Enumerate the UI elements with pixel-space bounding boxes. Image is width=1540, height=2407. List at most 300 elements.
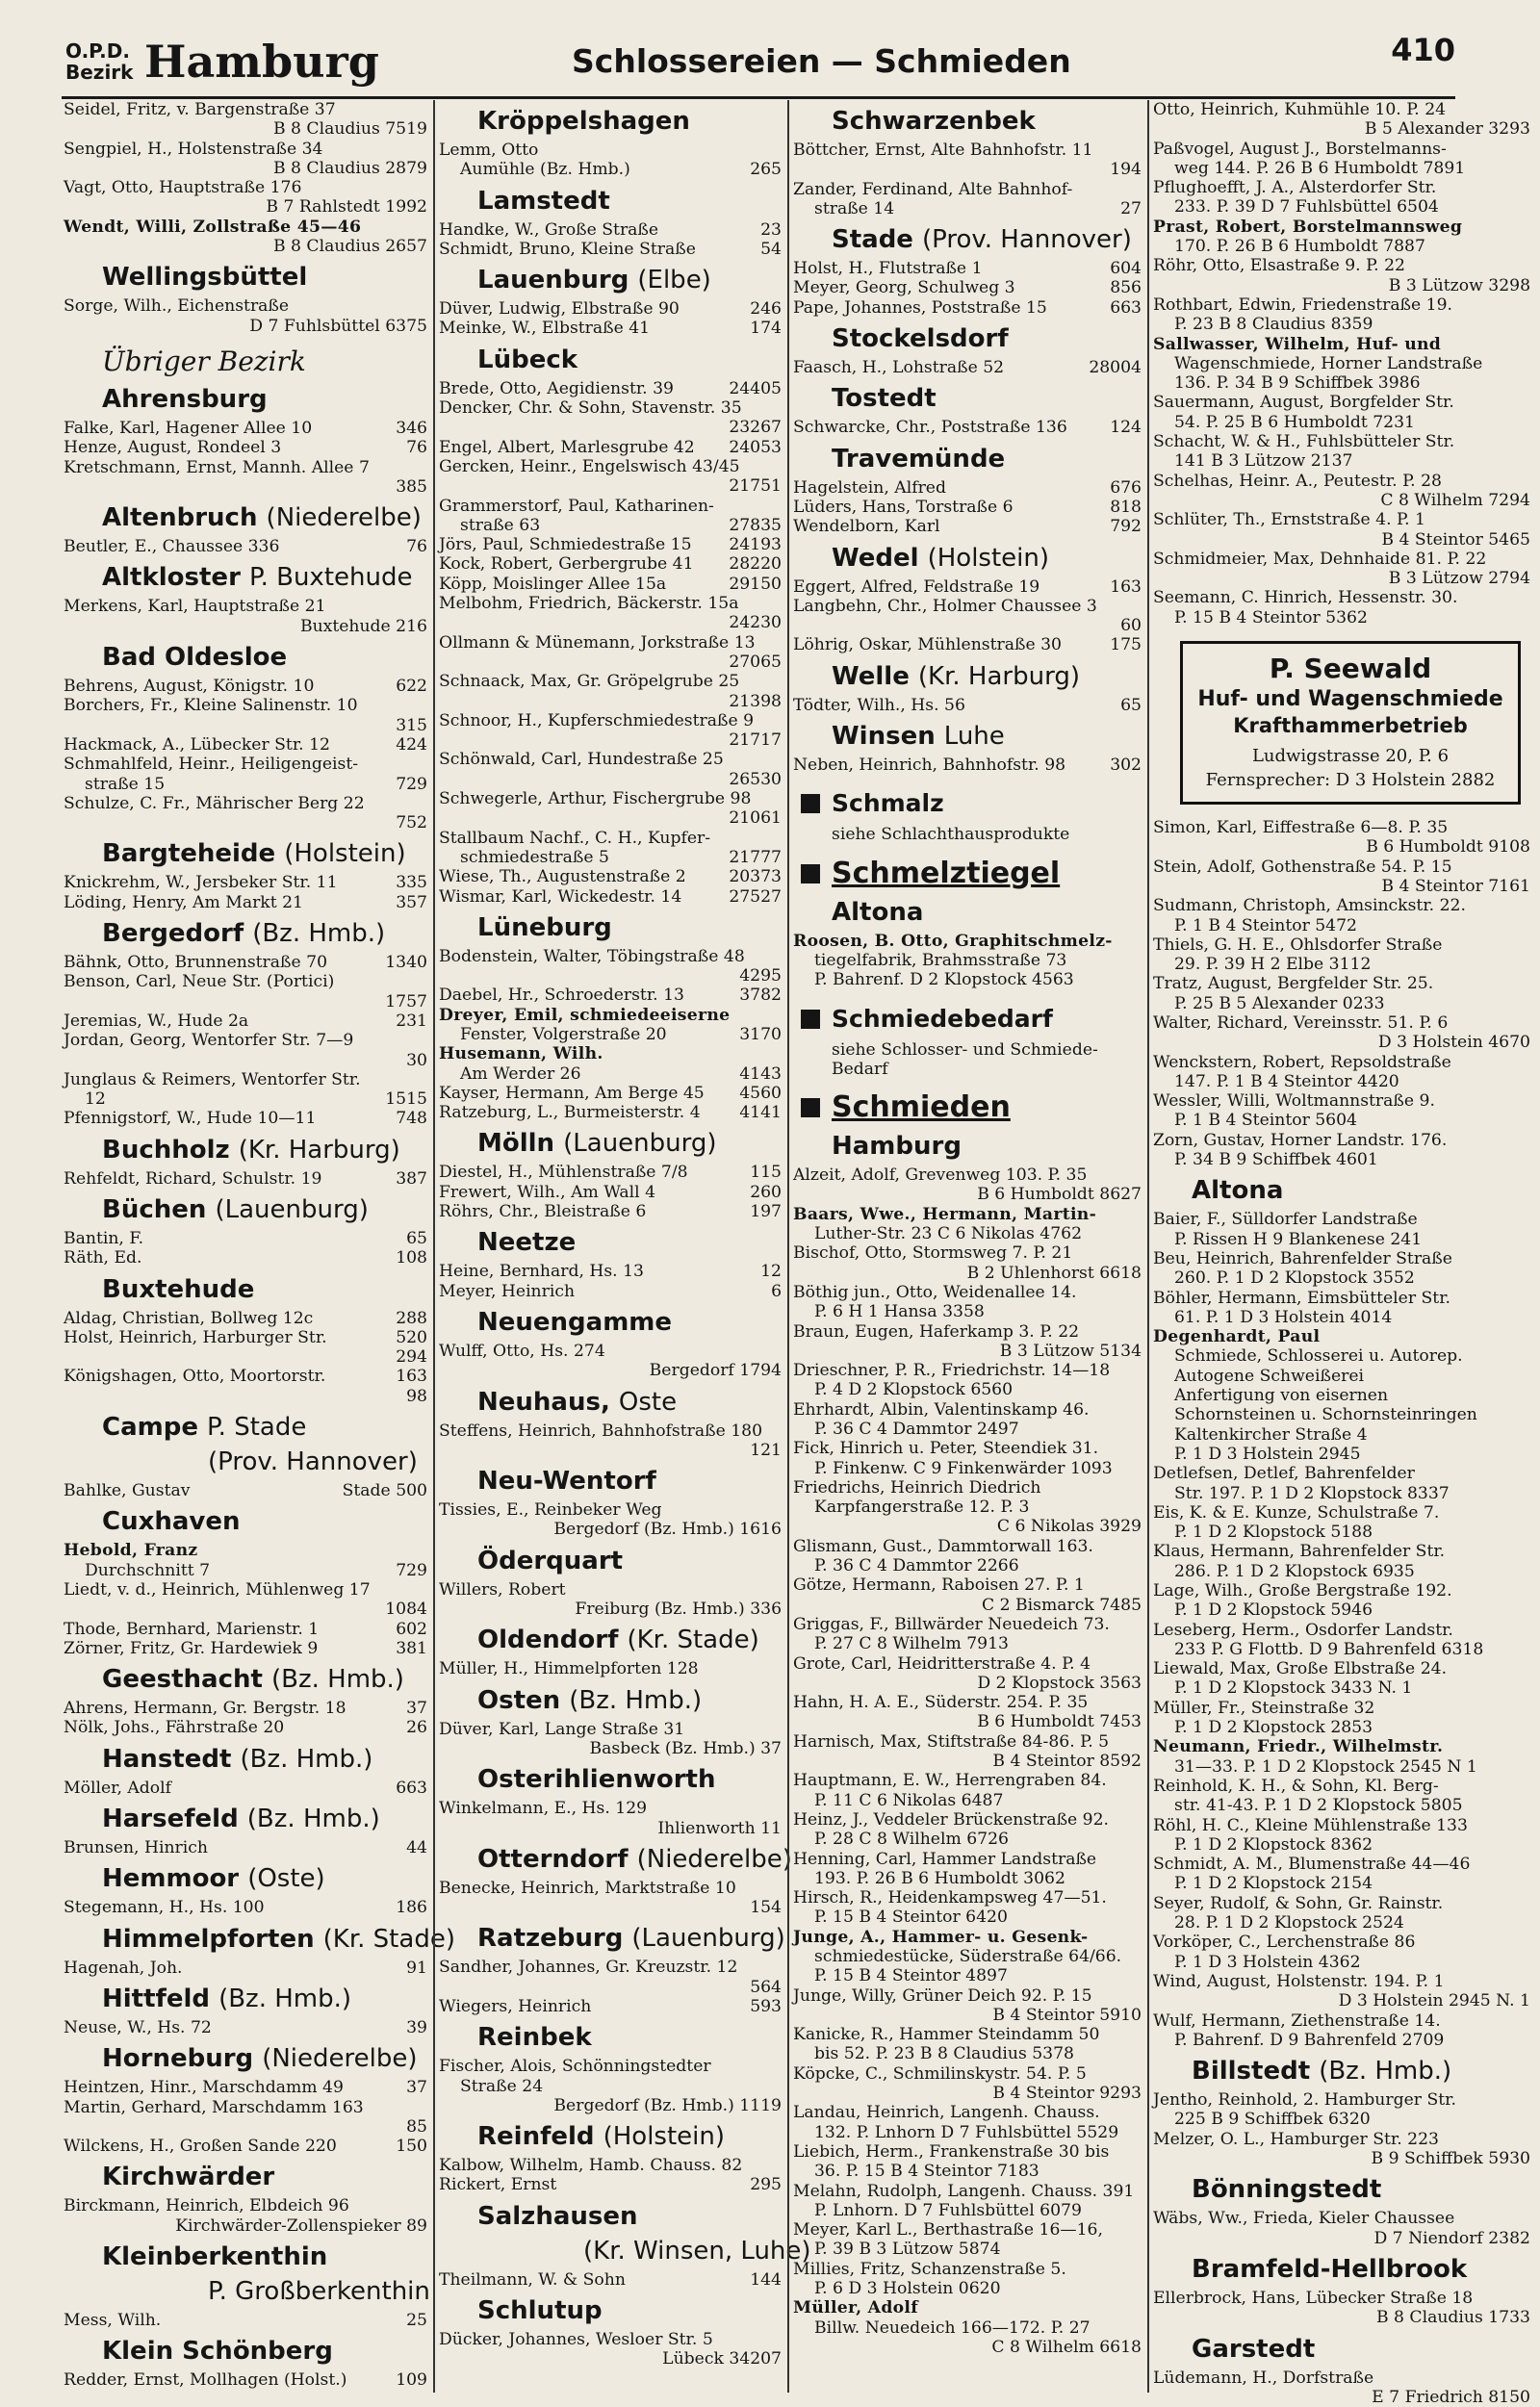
entry-line [64,617,427,636]
phone-number: 29150 [723,575,782,594]
entry-line [793,1869,1142,1888]
column-3 [793,100,1142,2396]
entry-line [1153,119,1530,139]
entry-line [1153,393,1530,412]
entry-group [439,1659,782,1678]
entry-text: Löhrig, Oskar, Mühlenstraße 30 [793,635,1104,654]
entry-text: Schönwald, Carl, Hundestraße 25 [439,750,782,769]
entry-text: Stallbaum Nachf., C. H., Kupfer- [439,829,782,848]
entry-line [793,1165,1142,1185]
entry-line [439,1163,782,1182]
entry-text: Sandher, Johannes, Gr. Kreuzstr. 12 [439,1958,782,1977]
entry-line [439,808,782,828]
entry-text: Jentho, Reinhold, 2. Hamburger Str. [1153,2090,1530,2110]
entry-text: Neuse, W., Hs. 72 [64,2018,400,2037]
entry-group [64,1959,427,1978]
entry-line [1153,1835,1530,1855]
entry-group [64,1699,427,1738]
entry-line [439,1282,782,1301]
entry-line [1153,1796,1530,1815]
entry-line [793,1928,1142,1947]
entry-text: Baars, Wwe., Hermann, Martin- [793,1205,1142,1224]
entry-line [1153,1699,1530,1718]
entry-text: P. 1 D 2 Klopstock 5946 [1174,1600,1530,1620]
entry-text: Böthig jun., Otto, Weidenallee 14. [793,1283,1142,1302]
town-heading [439,1625,782,1656]
entry-text: Dencker, Chr. & Sohn, Stavenstr. 35 [439,398,782,418]
entry-text: Lage, Wilh., Große Bergstraße 192. [1153,1581,1530,1600]
entry-text: Stein, Adolf, Gothenstraße 54. P. 15 [1153,858,1530,877]
entry-text: Ollmann & Münemann, Jorkstraße 13 [439,633,782,653]
entry-line [1153,837,1530,857]
entry-text: Möller, Adolf [64,1779,390,1798]
phone-number: 21061 [723,808,782,828]
phone-number: 20373 [723,867,782,886]
category-name: Schmieden [832,1090,1011,1125]
entry-line [1153,197,1530,217]
town-name: Reinbek [477,2023,592,2052]
entry-line [64,100,427,119]
entry-text: P. Rissen H 9 Blankenese 241 [1174,1230,1530,1249]
town-heading [439,186,782,218]
entry-line [1153,1053,1530,1072]
entry-line [64,1718,427,1737]
entry-line [1153,1230,1530,1249]
entry-text: Heinz, J., Veddeler Brückenstraße 92. [793,1810,1142,1830]
entry-line [1153,530,1530,550]
entry-text: Hauptmann, E. W., Herrengraben 84. [793,1771,1142,1790]
entry-line [1153,550,1530,569]
town-heading [439,2236,782,2267]
entry-group [439,379,782,907]
entry-text: Tödter, Wilh., Hs. 56 [793,696,1115,715]
phone-number: 30 [400,1051,427,1070]
entry-line [793,1986,1142,2006]
town-qualifier: (Oste) [247,1864,325,1893]
phone-number: 109 [390,2370,427,2390]
entry-line [439,457,782,476]
town-qualifier: (Bz. Hmb.) [247,1805,380,1833]
entry-line [64,2137,427,2156]
entry-text: Götze, Hermann, Raboisen 27. P. 1 [793,1575,1142,1595]
entry-line [64,1328,427,1347]
entry-line [64,317,427,336]
phone-number: 593 [744,1997,782,2016]
entry-line [64,2078,427,2097]
entry-text: Bähnk, Otto, Brunnenstraße 70 [64,953,379,972]
phone-number: 357 [390,893,427,912]
entry-text: Räth, Ed. [64,1248,390,1268]
entry-line [1153,2209,1530,2228]
entry-text: P. 15 B 4 Steintor 6420 [814,1908,1142,1927]
entry-line [439,1879,782,1898]
entry-text: B 4 Steintor 7161 [1381,877,1530,896]
entry-text: Mess, Wilh. [64,2311,400,2330]
entry-text: Neben, Heinrich, Bahnhofstr. 98 [793,755,1104,775]
entry-group [439,1163,782,1221]
entry-line [64,696,427,715]
entry-line [1153,569,1530,588]
entry-line [64,296,427,316]
entry-line [439,1064,782,1084]
entry-text: Wäbs, Ww., Frieda, Kieler Chaussee [1153,2209,1530,2228]
entry-text: Melzer, O. L., Hamburger Str. 223 [1153,2130,1530,2149]
city-title: Hamburg [144,35,379,89]
entry-text: Tratz, August, Bergfelder Str. 25. [1153,974,1530,993]
entry-group [439,1500,782,1540]
phone-number: 27 [1115,199,1142,218]
entry-text: C 2 Bismarck 7485 [982,1596,1142,1615]
entry-line [793,160,1142,179]
entry-text: Ihlienworth 11 [657,1819,782,1838]
entry-line [439,299,782,319]
entry-group [1153,818,1530,1169]
entry-line [439,2156,782,2175]
entry-group [64,1898,427,1917]
entry-text: 193. P. 26 B 6 Humboldt 3062 [814,1869,1142,1888]
town-name: Altona [832,898,923,927]
town-name: Hemmoor [102,1864,239,1893]
phone-number: 604 [1104,259,1142,278]
town-heading [64,918,427,950]
entry-line [64,735,427,755]
column-divider [433,100,435,2393]
entry-text: Fick, Hinrich u. Peter, Steendiek 31. [793,1439,1142,1458]
entry-text: Röhl, H. C., Kleine Mühlenstraße 133 [1153,1816,1530,1835]
entry-line [793,1712,1142,1731]
entry-line [793,1224,1142,1243]
column-divider [787,100,789,2393]
town-name: Altenbruch [102,503,257,532]
entry-text: 36. P. 15 B 4 Steintor 7183 [814,2162,1142,2181]
entry-line [1153,1678,1530,1698]
entry-group [64,419,427,497]
entry-line [1153,1737,1530,1756]
entry-line [793,298,1142,318]
entry-text: Bodenstein, Walter, Töbingstraße 48 [439,947,782,966]
entry-text: Hirsch, R., Heidenkampsweg 47—51. [793,1888,1142,1908]
entry-text: Glismann, Gust., Dammtorwall 163. [793,1537,1142,1556]
town-qualifier: Oste [619,1388,677,1417]
entry-text: Hebold, Franz [64,1541,427,1560]
phone-number: 265 [744,160,782,179]
entry-line [439,770,782,789]
town-qualifier: (Holstein) [928,544,1049,573]
phone-number: 792 [1104,517,1142,536]
phone-number: 12 [755,1262,782,1281]
entry-line [439,1958,782,1977]
entry-line [1153,1816,1530,1835]
entry-line [1153,1777,1530,1796]
entry-group [64,1779,427,1798]
entry-group [64,597,427,636]
entry-text: B 4 Steintor 8592 [992,1752,1142,1771]
phone-number: 246 [744,299,782,319]
phone-number: 24053 [723,438,782,457]
category-heading [793,786,1142,821]
entry-text: Ratzeburg, L., Burmeisterstr. 4 [439,1103,733,1122]
entry-group [64,1309,427,1406]
town-heading [439,1685,782,1717]
town-name: (Kr. Winsen, Luhe) [583,2237,811,2266]
entry-line [793,1185,1142,1204]
entry-line [793,597,1142,616]
entry-text: P. 39 B 3 Lützow 5874 [814,2240,1142,2259]
town-qualifier: (Niederelbe) [637,1845,792,1874]
phone-number: 1757 [379,992,427,1011]
town-name: Wedel [832,544,919,573]
phone-number: 3170 [733,1025,782,1044]
entry-text: Meinke, W., Elbstraße 41 [439,319,744,338]
entry-text: Wenckstern, Robert, Repsoldstraße [1153,1053,1530,1072]
phone-number: 39 [400,2018,427,2037]
entry-text: Schacht, W. & H., Fuhlsbütteler Str. [1153,432,1530,451]
entry-text: Henning, Carl, Hammer Landstraße [793,1850,1142,1869]
entry-text: Böttcher, Ernst, Alte Bahnhofstr. 11 [793,141,1142,160]
entry-line [439,1997,782,2016]
entry-text: P. 1 D 3 Holstein 2945 [1174,1445,1530,1464]
entry-line [1153,608,1530,627]
entry-line [439,1819,782,1838]
entry-line [1153,335,1530,354]
town-qualifier: (Bz. Hmb.) [240,1745,372,1774]
entry-line [64,1838,427,1857]
phone-number: 65 [1115,696,1142,715]
entry-text: Benecke, Heinrich, Marktstraße 10 [439,1879,782,1898]
entry-line [793,141,1142,160]
phone-number: 302 [1104,755,1142,775]
entry-line [64,775,427,794]
bullet-square-icon [801,794,820,813]
entry-text: Roosen, B. Otto, Graphitschmelz- [793,932,1142,951]
entry-line [1153,818,1530,837]
entry-line [793,2006,1142,2025]
phone-number: 144 [744,2270,782,2290]
entry-text: Billw. Neuedeich 166—172. P. 27 [814,2318,1142,2338]
entry-line [64,140,427,159]
entry-line [1153,315,1530,334]
town-name: Garstedt [1192,2335,1315,2364]
phone-number: 335 [390,873,427,892]
entry-line [793,970,1142,989]
town-qualifier: (Bz. Hmb.) [252,919,385,948]
entry-text: P. 15 B 4 Steintor 5362 [1174,608,1530,627]
entry-text: straße 63 [460,516,723,535]
entry-group [439,2156,782,2195]
entry-group [793,932,1142,990]
entry-group [64,100,427,256]
entry-line [439,594,782,613]
entry-text: Reinhold, K. H., & Sohn, Kl. Berg- [1153,1777,1530,1796]
town-name: Osten [477,1686,560,1715]
entry-line [793,1537,1142,1556]
phone-number: 385 [390,477,427,497]
entry-line [1153,1718,1530,1737]
phone-number: 24193 [723,535,782,554]
entry-line [439,672,782,691]
entry-text: B 3 Lützow 5134 [1000,1342,1142,1361]
entry-group [439,1342,782,1381]
entry-group [439,220,782,260]
entry-text: Merkens, Karl, Hauptstraße 21 [64,597,427,616]
town-qualifier: (Lauenburg) [631,1924,784,1953]
entry-text: B 4 Steintor 5910 [992,2006,1142,2025]
town-name: Neuhaus, [477,1388,610,1417]
entry-text: Steffens, Heinrich, Bahnhofstraße 180 [439,1421,782,1441]
phone-number: 1340 [379,953,427,972]
entry-line [439,986,782,1005]
town-heading [64,2162,427,2193]
entry-line [1153,1874,1530,1893]
phone-number: 24230 [723,613,782,632]
entry-line [793,2123,1142,2142]
town-heading [439,2201,782,2233]
town-qualifier: (Prov. Hannover) [922,225,1132,254]
phone-number: 4295 [733,966,782,986]
bullet-square-icon [801,864,820,883]
entry-text: Engel, Albert, Marlesgrube 42 [439,438,723,457]
entry-text: Köpcke, C., Schmilinskystr. 54. P. 5 [793,2064,1142,2084]
entry-line [439,2330,782,2349]
entry-text: Paßvogel, August J., Borstelmanns- [1153,140,1530,159]
entry-line [793,1322,1142,1342]
entry-line [439,379,782,398]
town-name: Neuengamme [477,1308,672,1337]
entry-text: Daebel, Hr., Schroederstr. 13 [439,986,733,1005]
entry-line [1153,994,1530,1013]
entry-text: Heine, Bernhard, Hs. 13 [439,1262,755,1281]
entry-text: Sengpiel, H., Holstenstraße 34 [64,140,427,159]
phone-number: 424 [390,735,427,755]
entry-text: P. 1 D 3 Holstein 4362 [1174,1953,1530,1972]
town-heading [439,1466,782,1498]
town-heading [64,2043,427,2075]
entry-line [439,947,782,966]
entry-text: Walter, Richard, Vereinsstr. 51. P. 6 [1153,1013,1530,1033]
entry-text: Lübeck 34207 [662,2349,782,2369]
entry-line [793,2279,1142,2298]
phone-number: 60 [1115,616,1142,635]
town-name: Hamburg [832,1132,962,1161]
entry-line [439,575,782,594]
entry-text: Wismar, Karl, Wickedestr. 14 [439,887,723,907]
entry-line [64,1169,427,1189]
entry-line [793,1205,1142,1224]
entry-text: Eggert, Alfred, Feldstraße 19 [793,577,1104,597]
town-name: Mölln [477,1129,554,1158]
entry-text: Schmahlfeld, Heinr., Heiligengeist- [64,755,427,774]
entry-line [439,1183,782,1202]
entry-line [793,932,1142,951]
entry-text: Gercken, Heinr., Engelswisch 43/45 [439,457,782,476]
town-qualifier: (Lauenburg) [215,1195,368,1224]
entry-line [64,537,427,556]
town-name: Kröppelshagen [477,107,690,136]
entry-text: Falke, Karl, Hagener Allee 10 [64,419,390,438]
entry-line [439,1361,782,1380]
phone-number: 163 [390,1367,427,1386]
entry-line [439,1202,782,1221]
entry-line [439,966,782,986]
town-heading [793,383,1142,415]
entry-line [1153,2308,1530,2327]
entry-line [1153,2388,1530,2407]
entry-line [793,180,1142,199]
entry-group [439,2057,782,2115]
entry-line [439,867,782,886]
entry-line [439,438,782,457]
entry-text: P. 1 D 2 Klopstock 5188 [1174,1523,1530,1542]
entry-line [439,1898,782,1917]
entry-line [64,1070,427,1089]
town-name: Harsefeld [102,1805,239,1833]
entry-line [1153,1621,1530,1640]
entry-text: Düver, Karl, Lange Straße 31 [439,1720,782,1739]
entry-group [439,947,782,1123]
town-name: Oldendorf [477,1626,618,1654]
entry-text: Otto, Heinrich, Kuhmühle 10. P. 24 [1153,100,1530,119]
entry-line [1153,1913,1530,1933]
entry-group [793,418,1142,437]
entry-line [64,1481,427,1500]
entry-group [439,1262,782,1301]
phone-number: 23 [755,220,782,240]
entry-line [793,1459,1142,1478]
entry-line [1153,237,1530,256]
phone-number: 729 [390,1561,427,1580]
entry-text: P. 4 D 2 Klopstock 6560 [814,1380,1142,1399]
entry-group [793,1165,1142,2357]
town-qualifier: (Lauenburg) [563,1129,716,1158]
entry-text: Fenster, Volgerstraße 20 [460,1025,733,1044]
entry-text: P. Lnhorn. D 7 Fuhlsbüttel 6079 [814,2201,1142,2220]
entry-text: Alzeit, Adolf, Grevenweg 103. P. 35 [793,1165,1142,1185]
phone-number: 856 [1104,278,1142,297]
entry-line [64,1051,427,1070]
entry-text: C 8 Wilhelm 7294 [1380,491,1530,510]
entry-line [793,2338,1142,2357]
entry-line [64,438,427,457]
entry-line [1153,1150,1530,1169]
phone-number: 194 [1104,160,1142,179]
entry-line [439,750,782,769]
town-qualifier: (Kr. Stade) [627,1626,758,1654]
phone-number: 115 [744,1163,782,1182]
entry-line [439,1103,782,1122]
entry-line [793,1634,1142,1653]
town-name: Billstedt [1192,2057,1310,2086]
phone-number: 24405 [723,379,782,398]
entry-line [1153,159,1530,178]
ad-address: Ludwigstrasse 20, P. 6 [1189,744,1512,769]
entry-line [793,1791,1142,1810]
entry-line [793,1908,1142,1927]
entry-line [793,755,1142,775]
phone-number: 28220 [723,554,782,574]
town-heading [439,1844,782,1876]
town-name: Schlutup [477,2296,603,2325]
entry-text: Müller, H., Himmelpforten 128 [439,1659,782,1678]
entry-text: Langbehn, Chr., Holmer Chaussee 3 [793,597,1142,616]
phone-number: 121 [744,1441,782,1460]
phone-number: 25 [400,2311,427,2330]
entry-group [1153,1210,1530,2050]
entry-text: Wulff, Otto, Hs. 274 [439,1342,782,1361]
entry-text: Meyer, Karl L., Berthastraße 16—16, [793,2220,1142,2240]
entry-line [1153,1953,1530,1972]
entry-text: Zander, Ferdinand, Alte Bahnhof- [793,180,1142,199]
entry-text: B 4 Steintor 9293 [992,2084,1142,2103]
